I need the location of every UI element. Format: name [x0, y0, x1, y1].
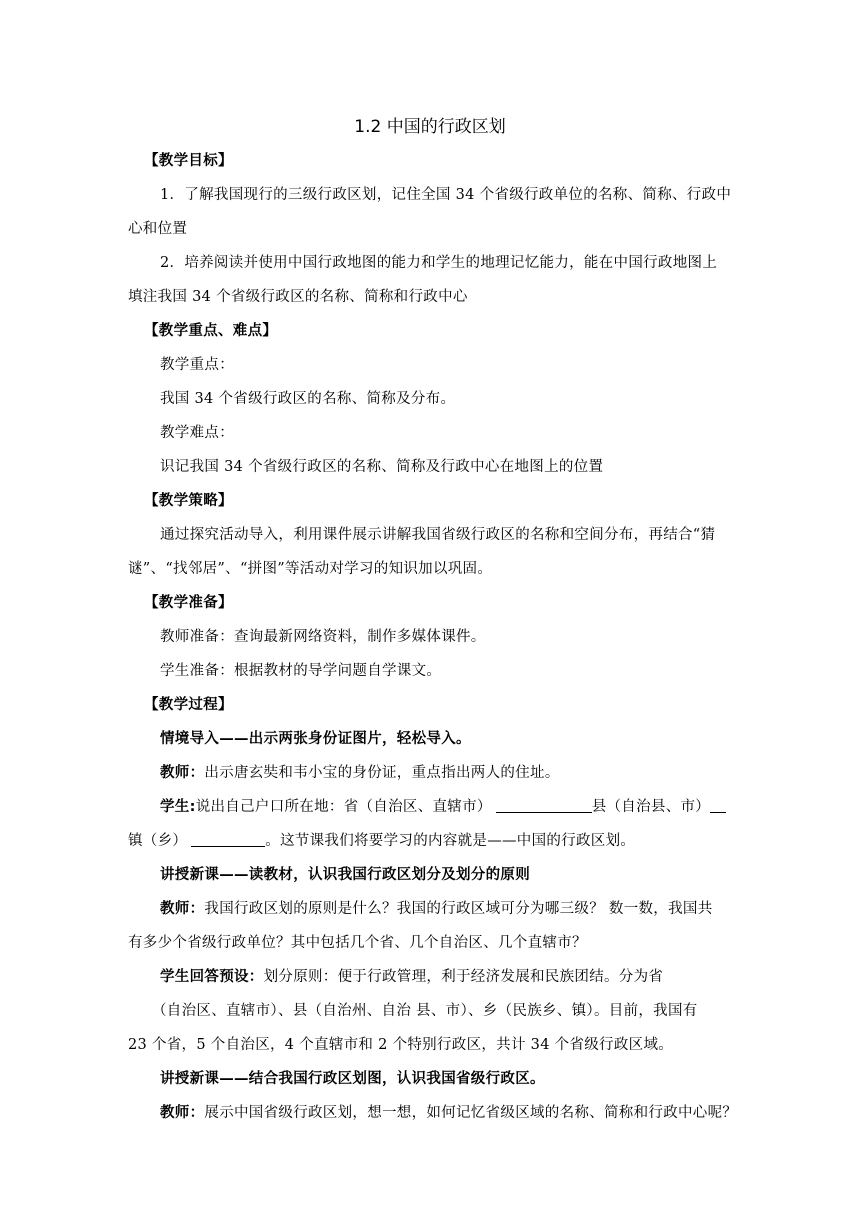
objective-1-line-2: 心和位置 [128, 221, 188, 237]
keypoint-label: 教学重点： [160, 357, 234, 373]
difficulty-label: 教学难点： [160, 425, 234, 441]
difficulty-text: 识记我国 34 个省级行政区的名称、简称及行政中心在地图上的位置 [160, 459, 604, 475]
answer-text-1: 划分原则：便于行政管理，利于经济发展和民族团结。分为省 [263, 969, 664, 985]
new-lesson-2-heading: 讲授新课——结合我国行政区划图，认识我国省级行政区。 [160, 1071, 545, 1087]
answer-label: 学生回答预设： [160, 969, 264, 985]
answer-line-1 [128, 960, 732, 994]
new-lesson-2-teacher-text: 展示中国省级行政区划，想一想，如何记忆省级区域的名称、简称和行政中心呢？ [204, 1105, 738, 1121]
intro-student-text-2: 县（自治县、市） [591, 799, 711, 815]
teacher-label: 教师： [160, 901, 205, 917]
intro-student-line-2 [128, 824, 732, 858]
objective-2-line-1: 2．培养阅读并使用中国行政地图的能力和学生的地理记忆能力，能在中国行政地图上 [160, 255, 718, 271]
preparation-heading: 【教学准备】 [144, 595, 233, 611]
fill-blank-township [191, 830, 265, 847]
new-lesson-2-teacher [128, 1096, 738, 1130]
preparation-student: 学生准备：根据教材的导学问题自学课文。 [160, 663, 442, 679]
fill-blank-town [710, 796, 726, 813]
intro-student-text-4: 。这节课我们将要学习的内容就是——中国的行政区划。 [265, 833, 636, 849]
process-heading: 【教学过程】 [144, 697, 233, 713]
preparation-teacher: 教师准备：查询最新网络资料，制作多媒体课件。 [160, 629, 486, 645]
strategy-line-1: 通过探究活动导入，利用课件展示讲解我国省级行政区的名称和空间分布，再结合“猜 [160, 527, 716, 543]
new-lesson-1-heading: 讲授新课——读教材，认识我国行政区划分及划分的原则 [160, 867, 530, 883]
answer-line-3: 23 个省，5 个自治区，4 个直辖市和 2 个特别行政区，共计 34 个省级行政区域。 [128, 1037, 674, 1053]
fill-blank-county [496, 796, 592, 813]
objectives-heading: 【教学目标】 [144, 153, 233, 169]
new-lesson-1-teacher-text-1: 我国行政区划的原则是什么？我国的行政区域可分为哪三级？ 数一数，我国共 [204, 901, 713, 917]
document-body [128, 144, 738, 1130]
objective-2-line-2: 填注我国 34 个省级行政区的名称、简称和行政中心 [128, 289, 468, 305]
page-title: 1.2 中国的行政区划 [354, 117, 506, 137]
intro-student-text-3: 镇（乡） [128, 833, 188, 849]
intro-student-line-1 [128, 790, 732, 824]
new-lesson-1-teacher-line-1 [128, 892, 732, 926]
answer-line-2: （自治区、直辖市）、县（自治州、自治 县、市）、乡（民族乡、镇）。目前，我国有 [152, 1003, 698, 1019]
intro-heading: 情境导入——出示两张身份证图片，轻松导入。 [160, 731, 471, 747]
teacher-label: 教师： [160, 1105, 205, 1121]
intro-student-text-1: 说出自己户口所在地：省（自治区、直辖市） [195, 799, 492, 815]
intro-teacher [128, 756, 732, 790]
strategy-line-2: 谜”、“找邻居”、“拼图”等活动对学习的知识加以巩固。 [128, 561, 493, 577]
teacher-label: 教师： [160, 765, 205, 781]
keypoint-text: 我国 34 个省级行政区的名称、简称及分布。 [160, 391, 456, 407]
intro-teacher-text: 出示唐玄奘和韦小宝的身份证，重点指出两人的住址。 [204, 765, 560, 781]
strategy-heading: 【教学策略】 [144, 493, 233, 509]
objective-1-line-1: 1．了解我国现行的三级行政区划，记住全国 34 个省级行政单位的名称、简称、行政中 [160, 187, 732, 203]
student-label: 学生: [160, 799, 196, 815]
new-lesson-1-teacher-line-2: 有多少个省级行政单位？其中包括几个省、几个自治区、几个直辖市？ [128, 935, 587, 951]
keypoints-heading: 【教学重点、难点】 [144, 323, 278, 339]
